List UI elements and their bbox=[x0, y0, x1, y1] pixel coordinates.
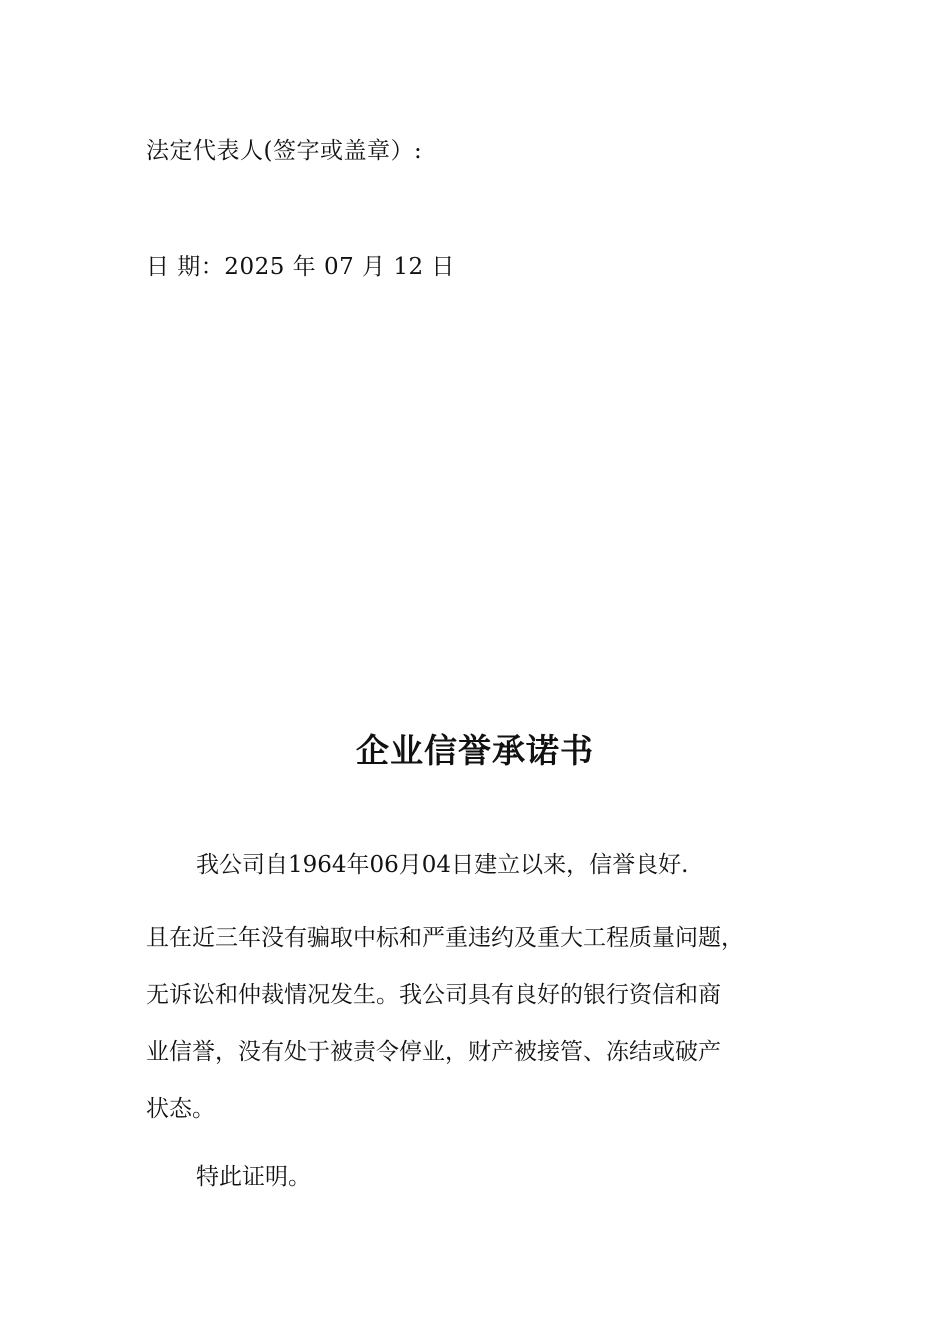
closing-line: 特此证明。 bbox=[196, 1164, 311, 1190]
paragraph-line: 业信誉，没有处于被责令停业，财产被接管、冻结或破产 bbox=[146, 1039, 721, 1065]
paragraph-line: 无诉讼和仲裁情况发生。我公司具有良好的银行资信和商 bbox=[146, 982, 721, 1008]
legal-representative-signature-line: 法定代表人(签字或盖章）: bbox=[146, 138, 423, 164]
paragraph-line: 我公司自1964年06月04日建立以来，信誉良好. bbox=[196, 852, 689, 878]
paragraph-line: 且在近三年没有骗取中标和严重违约及重大工程质量问题， bbox=[146, 925, 744, 951]
document-title: 企业信誉承诺书 bbox=[356, 731, 594, 770]
paragraph-line: 状态。 bbox=[146, 1096, 215, 1122]
date-line: 日 期：2025 年 07 月 12 日 bbox=[146, 254, 455, 280]
